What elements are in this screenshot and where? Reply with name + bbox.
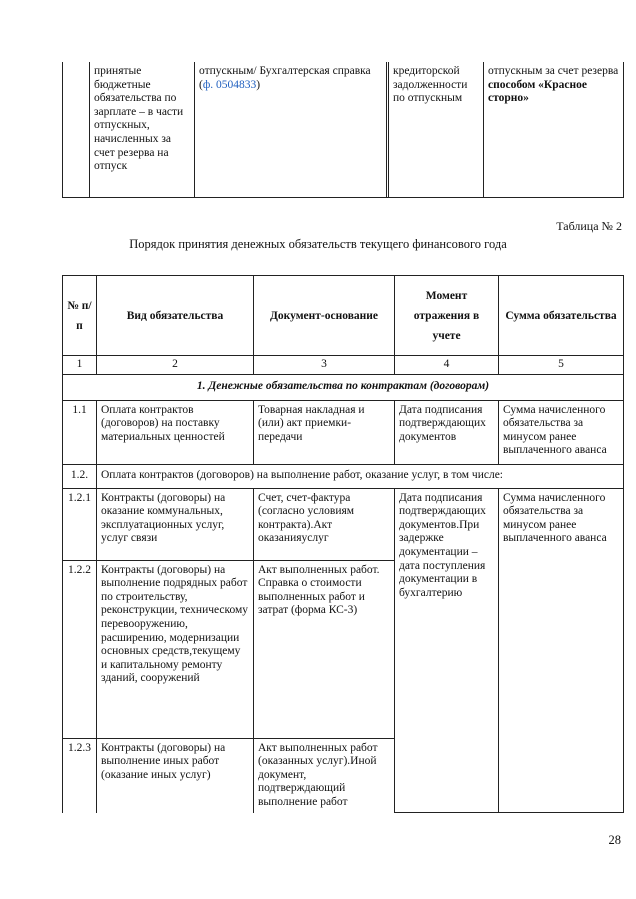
section-row bbox=[63, 374, 624, 400]
row-num: 1.2. bbox=[63, 464, 97, 488]
top-cell-sum bbox=[484, 62, 624, 197]
page-number: 28 bbox=[608, 833, 621, 847]
top-cell-moment: кредиторской задолженности по отпускным bbox=[389, 62, 484, 197]
continuation-table bbox=[62, 62, 624, 198]
row-type: Контракты (договоры) на выполнение подрядных работ по строительству, реконструкции, техническому перевооружению, расширению, модернизации основных средств,текущему и капитальному ремонту зданий, сооружений bbox=[97, 560, 254, 738]
top-cell-obligation: принятые бюджетные обязательства по зарплате – в части отпускных, начисленных за счет резерва на отпуск bbox=[90, 62, 195, 197]
form-link[interactable]: ф. 0504833 bbox=[202, 78, 257, 91]
section-title: 1. Денежные обязательства по контрактам (договорам) bbox=[63, 374, 624, 400]
col-number: 3 bbox=[254, 356, 395, 375]
col-number: 4 bbox=[395, 356, 499, 375]
document-text-end: ) bbox=[256, 78, 261, 91]
row-num: 1.2.3 bbox=[63, 738, 97, 812]
row-num: 1.1 bbox=[63, 400, 97, 464]
row-type: Оплата контрактов (договоров) на поставку материальных ценностей bbox=[97, 400, 254, 464]
row-document: Акт выполненных работ. Справка о стоимости выполненных работ и затрат (форма КС-3) bbox=[254, 560, 395, 738]
subsection-title: Оплата контрактов (договоров) на выполнение работ, оказание услуг, в том числе: bbox=[97, 464, 624, 488]
column-number-row bbox=[63, 356, 624, 375]
row-moment: Дата подписания подтверждающих документов.При задержке документации – дата поступления документации в бухгалтерию bbox=[395, 488, 499, 812]
header-num: № п/п bbox=[63, 276, 97, 356]
header-row bbox=[63, 276, 624, 356]
header-moment: Момент отражения в учете bbox=[395, 276, 499, 356]
top-cell-document bbox=[195, 62, 387, 197]
document-text: отпускным/ Бухгалтерская справка ( bbox=[199, 65, 371, 91]
row-sum: Сумма начисленного обязательства за минусом ранее выплаченного аванса bbox=[499, 400, 624, 464]
row-sum: Сумма начисленного обязательства за минусом ранее выплаченного аванса bbox=[499, 488, 624, 812]
header-document: Документ-основание bbox=[254, 276, 395, 356]
sum-text: отпускным за счет резерва bbox=[488, 65, 619, 77]
row-num: 1.2.1 bbox=[63, 488, 97, 560]
table-row bbox=[63, 400, 624, 464]
row-moment: Дата подписания подтверждающих документов bbox=[395, 400, 499, 464]
row-type: Контракты (договоры) на оказание коммунальных, эксплуатационных услуг, услуг связи bbox=[97, 488, 254, 560]
col-number: 5 bbox=[499, 356, 624, 375]
col-number: 2 bbox=[97, 356, 254, 375]
top-cell-num bbox=[63, 62, 90, 197]
subsection-row bbox=[63, 464, 624, 488]
row-document: Товарная накладная и (или) акт приемки-передачи bbox=[254, 400, 395, 464]
row-document: Акт выполненных работ (оказанных услуг).Иной документ, подтверждающий выполнение работ bbox=[254, 738, 395, 812]
col-number: 1 bbox=[63, 356, 97, 375]
sum-bold-text: способом «Красное сторно» bbox=[488, 78, 587, 105]
header-sum: Сумма обязательства bbox=[499, 276, 624, 356]
row-num: 1.2.2 bbox=[63, 560, 97, 738]
continuation-row bbox=[63, 62, 624, 197]
row-document: Счет, счет-фактура (согласно условиям контракта).Акт оказанияуслуг bbox=[254, 488, 395, 560]
header-type: Вид обязательства bbox=[97, 276, 254, 356]
obligations-table bbox=[62, 275, 624, 813]
table-number: Таблица № 2 bbox=[556, 219, 622, 233]
table-title: Порядок принятия денежных обязательств текущего финансового года bbox=[129, 237, 507, 251]
table-row bbox=[63, 488, 624, 560]
row-type: Контракты (договоры) на выполнение иных работ (оказание иных услуг) bbox=[97, 738, 254, 812]
